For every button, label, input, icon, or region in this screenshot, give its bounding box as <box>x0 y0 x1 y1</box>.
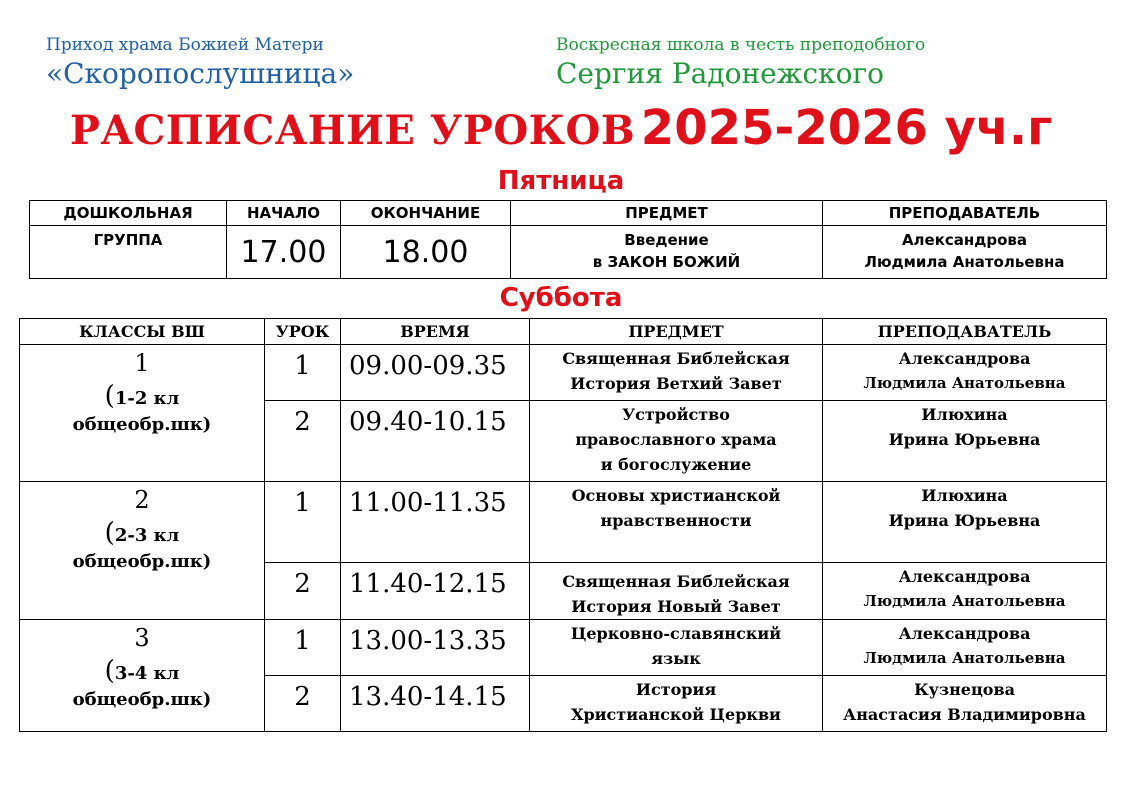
lesson-teacher <box>823 676 1107 732</box>
lesson-subject <box>530 482 823 563</box>
friday-table <box>29 200 1107 279</box>
saturday-table <box>19 318 1107 732</box>
teacher-line: Людмила Анатольевна <box>863 374 1066 392</box>
subject-line: Основы христианской <box>571 486 781 505</box>
paren: ( <box>104 656 115 686</box>
lesson-number: 1 <box>265 482 341 563</box>
col-start: НАЧАЛО <box>227 201 341 226</box>
subject-line: Введение <box>624 231 709 249</box>
col-teacher: ПРЕПОДАВАТЕЛЬ <box>823 201 1107 226</box>
lesson-time: 13.00-13.35 <box>341 620 530 676</box>
class-number: 3 <box>134 624 150 652</box>
friday-lesson-row <box>30 226 1107 279</box>
col-end: ОКОНЧАНИЕ <box>341 201 511 226</box>
subject-line: Устройство <box>622 405 730 424</box>
col-time: ВРЕМЯ <box>341 319 530 345</box>
table-row <box>20 345 1107 401</box>
page-title <box>0 100 1122 156</box>
lesson-number: 2 <box>265 401 341 482</box>
subject-line: Священная Библейская <box>562 349 790 368</box>
subject-line: Священная Библейская <box>562 572 790 591</box>
lesson-subject <box>530 345 823 401</box>
friday-subject <box>511 226 823 279</box>
table-row <box>20 482 1107 563</box>
lesson-number: 1 <box>265 345 341 401</box>
subject-line: История <box>635 680 717 699</box>
teacher-line: Кузнецова <box>914 680 1015 699</box>
start-time: 17.00 <box>227 226 341 279</box>
teacher-line: Ирина Юрьевна <box>888 430 1041 449</box>
teacher-line: Людмила Анатольевна <box>863 649 1066 667</box>
school-line2: Сергия Радонежского <box>556 57 885 90</box>
class-grades: 1-2 кл <box>114 388 180 409</box>
end-time: 18.00 <box>341 226 511 279</box>
class-cell <box>20 345 265 482</box>
lesson-teacher <box>823 401 1107 482</box>
lesson-subject <box>530 676 823 732</box>
subject-line: История Новый Завет <box>571 597 781 616</box>
lesson-number: 1 <box>265 620 341 676</box>
title-part1: РАСПИСАНИЕ УРОКОВ <box>69 107 636 154</box>
parish-line2: «Скоропослушница» <box>46 57 355 90</box>
col-subject: ПРЕДМЕТ <box>511 201 823 226</box>
lesson-time: 09.40-10.15 <box>341 401 530 482</box>
subject-line: в ЗАКОН БОЖИЙ <box>592 253 741 271</box>
lesson-teacher <box>823 620 1107 676</box>
class-school: общеобр.шк) <box>72 551 212 572</box>
teacher-line: Александрова <box>898 567 1031 586</box>
class-school: общеобр.шк) <box>72 414 212 435</box>
col-teacher: ПРЕПОДАВАТЕЛЬ <box>823 319 1107 345</box>
col-lesson: УРОК <box>265 319 341 345</box>
teacher-line: Людмила Анатольевна <box>864 253 1065 271</box>
lesson-number: 2 <box>265 563 341 620</box>
lesson-teacher <box>823 345 1107 401</box>
lesson-subject <box>530 401 823 482</box>
parish-header <box>46 34 354 92</box>
title-part2: 2025-2026 уч.г <box>640 100 1053 156</box>
class-grades: 2-3 кл <box>114 525 180 546</box>
teacher-line: Александрова <box>898 349 1031 368</box>
class-cell <box>20 620 265 732</box>
col-classes: КЛАССЫ ВШ <box>20 319 265 345</box>
lesson-time: 11.40-12.15 <box>341 563 530 620</box>
subject-line: православного храма <box>575 430 777 449</box>
parish-line1: Приход храма Божией Матери <box>46 35 324 55</box>
friday-teacher <box>823 226 1107 279</box>
school-line1: Воскресная школа в честь преподобного <box>556 35 926 55</box>
subject-line: и богослужение <box>600 455 752 474</box>
lesson-teacher <box>823 563 1107 620</box>
teacher-line: Александрова <box>898 624 1031 643</box>
class-cell <box>20 482 265 620</box>
saturday-header-row <box>20 319 1107 345</box>
lesson-subject <box>530 563 823 620</box>
col-subject: ПРЕДМЕТ <box>530 319 823 345</box>
subject-line: язык <box>651 649 701 668</box>
class-grades: 3-4 кл <box>114 663 180 684</box>
lesson-time: 09.00-09.35 <box>341 345 530 401</box>
teacher-line: Илюхина <box>921 486 1008 505</box>
subject-line: Христианской Церкви <box>571 705 781 724</box>
lesson-number: 2 <box>265 676 341 732</box>
lesson-time: 13.40-14.15 <box>341 676 530 732</box>
teacher-line: Людмила Анатольевна <box>863 592 1066 610</box>
teacher-line: Александрова <box>901 231 1028 249</box>
paren: ( <box>104 518 115 548</box>
class-number: 1 <box>134 349 150 377</box>
teacher-line: Анастасия Владимировна <box>843 705 1086 724</box>
subject-line: нравственности <box>600 511 752 530</box>
paren: ( <box>104 381 115 411</box>
group-label: ГРУППА <box>30 226 227 279</box>
subject-line: История Ветхий Завет <box>570 374 782 393</box>
school-header <box>556 34 925 92</box>
teacher-line: Илюхина <box>921 405 1008 424</box>
table-row <box>20 620 1107 676</box>
col-group: ДОШКОЛЬНАЯ <box>30 201 227 226</box>
friday-heading: Пятница <box>497 166 625 196</box>
friday-header-row <box>30 201 1107 226</box>
class-number: 2 <box>134 486 150 514</box>
subject-line: Церковно-славянский <box>570 624 782 643</box>
class-school: общеобр.шк) <box>72 689 212 710</box>
lesson-teacher <box>823 482 1107 563</box>
teacher-line: Ирина Юрьевна <box>888 511 1041 530</box>
lesson-time: 11.00-11.35 <box>341 482 530 563</box>
lesson-subject <box>530 620 823 676</box>
saturday-heading: Суббота <box>499 283 623 313</box>
